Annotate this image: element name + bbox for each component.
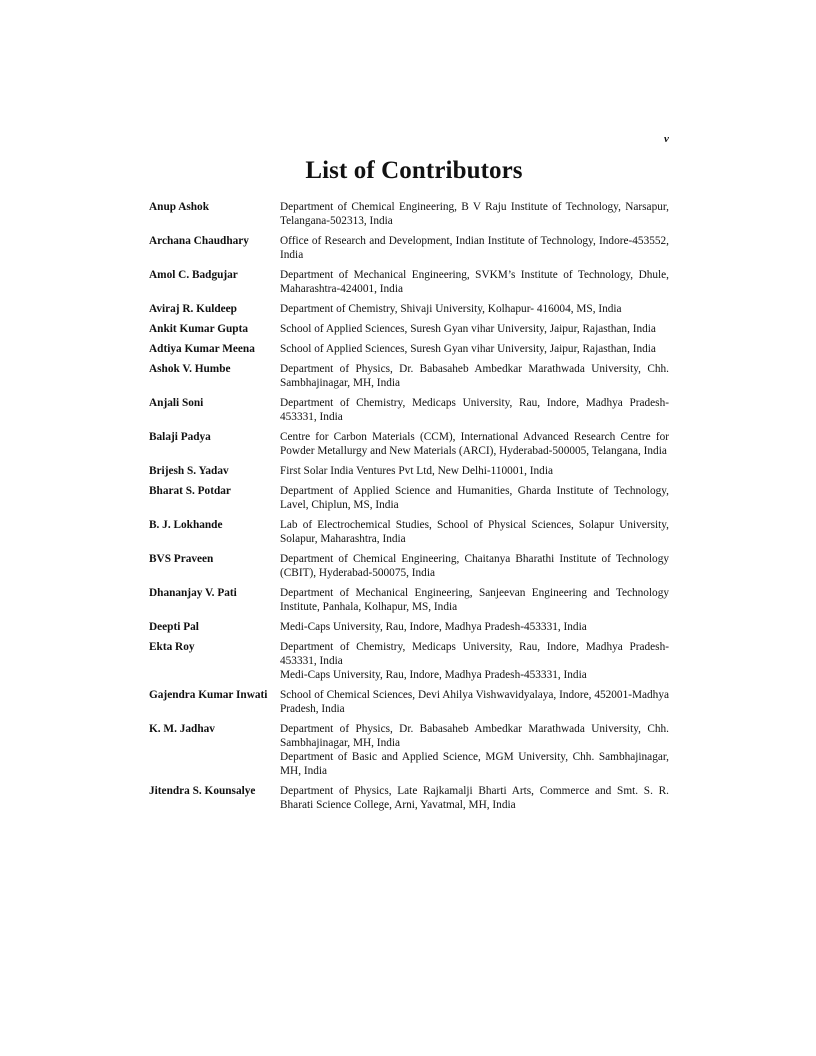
contributor-affiliations <box>280 342 669 356</box>
contributor-name: Deepti Pal <box>149 621 199 633</box>
contributor-affiliations <box>280 200 669 228</box>
contributor-name: Bharat S. Potdar <box>149 485 231 497</box>
contributor-affiliations <box>280 586 669 614</box>
contributor-name: Amol C. Badgujar <box>149 269 238 281</box>
affiliation: Department of Mechanical Engineering, SVKM’s Institute of Technology, Dhule, Maharashtra-424001, India <box>280 269 669 295</box>
affiliation: Department of Basic and Applied Science, MGM University, Chh. Sambhajinagar, MH, India <box>280 751 669 777</box>
contributor-affiliations <box>280 722 669 778</box>
contributor-name: K. M. Jadhav <box>149 723 215 735</box>
affiliation: Centre for Carbon Materials (CCM), International Advanced Research Centre for Powder Metallurgy and New Materials (ARCI), Hyderabad-500005, Telangana, India <box>280 431 669 457</box>
contributor-entry <box>149 302 669 316</box>
contributor-name: Archana Chaudhary <box>149 235 249 247</box>
contributor-name: Ashok V. Humbe <box>149 363 231 375</box>
affiliation: Department of Physics, Late Rajkamalji Bharti Arts, Commerce and Smt. S. R. Bharati Science College, Arni, Yavatmal, MH, India <box>280 785 669 811</box>
affiliation: Department of Chemistry, Medicaps University, Rau, Indore, Madhya Pradesh-453331, India <box>280 641 669 667</box>
affiliation: Medi-Caps University, Rau, Indore, Madhya Pradesh-453331, India <box>280 621 587 633</box>
page-number: v <box>664 133 669 145</box>
page-title: List of Contributors <box>305 157 523 184</box>
contributor-entry <box>149 268 669 296</box>
affiliation: Office of Research and Development, Indian Institute of Technology, Indore-453552, India <box>280 235 669 261</box>
affiliation: Department of Mechanical Engineering, Sanjeevan Engineering and Technology Institute, Panhala, Kolhapur, MS, India <box>280 587 669 613</box>
contributor-entry <box>149 322 669 336</box>
affiliation: Department of Chemical Engineering, Chaitanya Bharathi Institute of Technology (CBIT), Hyderabad-500075, India <box>280 553 669 579</box>
contributors-list <box>149 200 669 818</box>
affiliation: Department of Applied Science and Humanities, Gharda Institute of Technology, Lavel, Chiplun, MS, India <box>280 485 669 511</box>
affiliation: First Solar India Ventures Pvt Ltd, New Delhi-110001, India <box>280 465 553 477</box>
contributor-name: Dhananjay V. Pati <box>149 587 237 599</box>
contributor-name: B. J. Lokhande <box>149 519 223 531</box>
contributor-affiliations <box>280 552 669 580</box>
affiliation: School of Applied Sciences, Suresh Gyan vihar University, Jaipur, Rajasthan, India <box>280 343 656 355</box>
contributor-name: Anup Ashok <box>149 201 209 213</box>
contributor-entry <box>149 620 669 634</box>
contributor-affiliations <box>280 234 669 262</box>
contributor-affiliations <box>280 362 669 390</box>
contributor-name: Ekta Roy <box>149 641 195 653</box>
contributor-entry <box>149 396 669 424</box>
contributor-affiliations <box>280 518 669 546</box>
contributor-affiliations <box>280 322 669 336</box>
contributor-entry <box>149 430 669 458</box>
affiliation: Department of Chemical Engineering, B V Raju Institute of Technology, Narsapur, Telangana-502313, India <box>280 201 669 227</box>
contributor-affiliations <box>280 464 669 478</box>
contributor-entry <box>149 722 669 778</box>
contributor-name: BVS Praveen <box>149 553 214 565</box>
contributor-name: Gajendra Kumar Inwati <box>149 689 268 701</box>
contributor-entry <box>149 484 669 512</box>
affiliation: School of Chemical Sciences, Devi Ahilya Vishwavidyalaya, Indore, 452001-Madhya Pradesh, India <box>280 689 669 715</box>
affiliation: Department of Physics, Dr. Babasaheb Ambedkar Marathwada University, Chh. Sambhajinagar, MH, India <box>280 723 669 749</box>
contributor-affiliations <box>280 302 669 316</box>
contributor-affiliations <box>280 784 669 812</box>
affiliation: Lab of Electrochemical Studies, School of Physical Sciences, Solapur University, Solapur, Maharashtra, India <box>280 519 669 545</box>
contributor-entry <box>149 464 669 478</box>
contributor-name: Adtiya Kumar Meena <box>149 343 255 355</box>
contributor-name: Jitendra S. Kounsalye <box>149 785 256 797</box>
affiliation: Department of Chemistry, Shivaji University, Kolhapur- 416004, MS, India <box>280 303 622 315</box>
contributor-entry <box>149 518 669 546</box>
contributor-affiliations <box>280 620 669 634</box>
contributor-entry <box>149 342 669 356</box>
contributor-entry <box>149 362 669 390</box>
contributor-entry <box>149 234 669 262</box>
contributor-entry <box>149 586 669 614</box>
affiliation: Medi-Caps University, Rau, Indore, Madhya Pradesh-453331, India <box>280 669 587 681</box>
contributor-affiliations <box>280 268 669 296</box>
affiliation: Department of Chemistry, Medicaps University, Rau, Indore, Madhya Pradesh-453331, India <box>280 397 669 423</box>
contributor-name: Aviraj R. Kuldeep <box>149 303 237 315</box>
contributor-affiliations <box>280 484 669 512</box>
contributor-affiliations <box>280 688 669 716</box>
contributor-affiliations <box>280 430 669 458</box>
contributor-entry <box>149 200 669 228</box>
contributor-name: Balaji Padya <box>149 431 211 443</box>
contributor-name: Ankit Kumar Gupta <box>149 323 248 335</box>
contributor-name: Brijesh S. Yadav <box>149 465 229 477</box>
contributor-entry <box>149 552 669 580</box>
contributor-affiliations <box>280 640 669 682</box>
affiliation: Department of Physics, Dr. Babasaheb Ambedkar Marathwada University, Chh. Sambhajinagar, MH, India <box>280 363 669 389</box>
contributor-name: Anjali Soni <box>149 397 204 409</box>
contributor-affiliations <box>280 396 669 424</box>
contributor-entry <box>149 784 669 812</box>
contributor-entry <box>149 688 669 716</box>
affiliation: School of Applied Sciences, Suresh Gyan vihar University, Jaipur, Rajasthan, India <box>280 323 656 335</box>
contributor-entry <box>149 640 669 682</box>
